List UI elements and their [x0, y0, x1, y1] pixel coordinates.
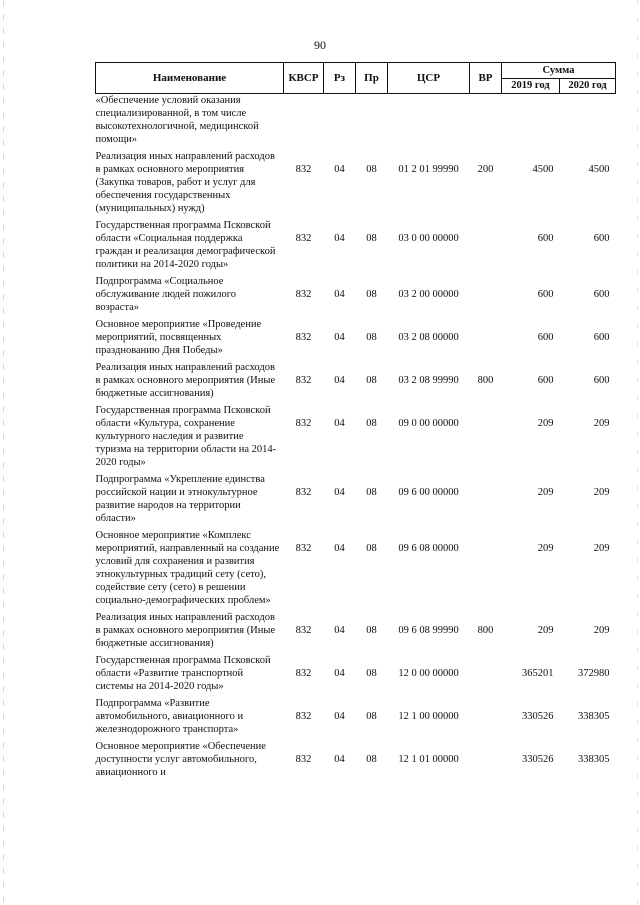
- cell-csr: 12 0 00 00000: [398, 668, 459, 679]
- cell-csr: 01 2 01 99990: [398, 164, 459, 175]
- cell-sum-2019: 209: [537, 625, 554, 636]
- cell-sum-2020: 372980: [578, 668, 610, 679]
- cell-rz: 04: [334, 332, 345, 343]
- cell-sum-2020: 209: [593, 418, 610, 429]
- table-row: [96, 697, 616, 740]
- cell-vr: [470, 697, 502, 740]
- cell-csr: 12 1 01 00000: [398, 754, 459, 765]
- cell-sum-2020: 600: [593, 375, 610, 386]
- cell-name: Реализация иных направлений расходов в рамках основного мероприятия (Закупка товаров, работ и услуг для обеспечения государственных (муниципальных) нужд): [95, 151, 275, 214]
- cell-pr: 08: [366, 289, 377, 300]
- cell-kvsr: [284, 94, 324, 151]
- cell-sum-2020: 209: [593, 543, 610, 554]
- cell-name: Государственная программа Псковской области «Развитие транспортной системы на 2014-2020 годы»: [95, 655, 271, 692]
- cell-kvsr: 832: [295, 289, 312, 300]
- cell-sum-2019: 209: [537, 543, 554, 554]
- cell-vr: [470, 529, 502, 611]
- cell-vr: 200: [477, 164, 494, 175]
- header-year-2020: 2020 год: [560, 78, 616, 94]
- cell-sum-2019: 4500: [532, 164, 554, 175]
- cell-vr: [470, 94, 502, 151]
- cell-vr: 800: [477, 625, 494, 636]
- cell-vr: [470, 654, 502, 697]
- cell-kvsr: 832: [295, 625, 312, 636]
- header-vr: ВР: [470, 63, 502, 94]
- table-body: [96, 94, 616, 784]
- budget-table: [95, 62, 616, 783]
- cell-vr: [470, 404, 502, 473]
- cell-kvsr: 832: [295, 332, 312, 343]
- cell-name: Государственная программа Псковской области «Социальная поддержка граждан и реализация демографической политики на 2014-2020 годы»: [95, 220, 276, 270]
- cell-csr: 09 6 08 00000: [398, 543, 459, 554]
- cell-rz: 04: [334, 625, 345, 636]
- cell-sum-2019: 365201: [522, 668, 554, 679]
- cell-kvsr: 832: [295, 543, 312, 554]
- cell-csr: 03 2 00 00000: [398, 289, 459, 300]
- cell-name: Подпрограмма «Социальное обслуживание людей пожилого возраста»: [95, 276, 237, 313]
- cell-name: Подпрограмма «Развитие автомобильного, авиационного и железнодорожного транспорта»: [95, 698, 244, 735]
- cell-kvsr: 832: [295, 487, 312, 498]
- cell-sum-2019: 209: [537, 418, 554, 429]
- cell-sum-2020: 600: [593, 289, 610, 300]
- cell-csr: 09 6 00 00000: [398, 487, 459, 498]
- table-row: [96, 611, 616, 654]
- cell-kvsr: 832: [295, 375, 312, 386]
- cell-sum-2019: 600: [537, 233, 554, 244]
- header-rz: Рз: [324, 63, 356, 94]
- cell-csr: 09 0 00 00000: [398, 418, 459, 429]
- cell-sum-2020: 338305: [578, 711, 610, 722]
- table-row: [96, 361, 616, 404]
- header-name: Наименование: [96, 63, 284, 94]
- cell-sum-2019: 600: [537, 289, 554, 300]
- cell-rz: 04: [334, 418, 345, 429]
- cell-sum-2020: 600: [593, 332, 610, 343]
- cell-pr: 08: [366, 754, 377, 765]
- table-row: [96, 473, 616, 529]
- cell-pr: 08: [366, 543, 377, 554]
- table-row: [96, 94, 616, 151]
- cell-rz: 04: [334, 233, 345, 244]
- scan-edge-right: [637, 0, 638, 905]
- cell-kvsr: 832: [295, 233, 312, 244]
- cell-pr: 08: [366, 711, 377, 722]
- cell-rz: 04: [334, 711, 345, 722]
- cell-sum-2019: 330526: [522, 754, 554, 765]
- cell-vr: [470, 473, 502, 529]
- cell-sum-2020: [560, 94, 616, 151]
- cell-kvsr: 832: [295, 668, 312, 679]
- cell-vr: [470, 740, 502, 783]
- table-row: [96, 529, 616, 611]
- cell-name: Реализация иных направлений расходов в рамках основного мероприятия (Иные бюджетные ассигнования): [95, 362, 276, 399]
- cell-name: Подпрограмма «Укрепление единства российской нации и этнокультурное развитие народов на территории области»: [95, 474, 265, 524]
- header-csr: ЦСР: [388, 63, 470, 94]
- cell-name: Реализация иных направлений расходов в рамках основного мероприятия (Иные бюджетные ассигнования): [95, 612, 276, 649]
- cell-pr: [356, 94, 388, 151]
- cell-csr: 03 2 08 99990: [398, 375, 459, 386]
- cell-sum-2020: 338305: [578, 754, 610, 765]
- cell-rz: 04: [334, 487, 345, 498]
- cell-rz: [324, 94, 356, 151]
- cell-sum-2019: [502, 94, 560, 151]
- table-row: [96, 654, 616, 697]
- cell-pr: 08: [366, 418, 377, 429]
- cell-pr: 08: [366, 375, 377, 386]
- cell-pr: 08: [366, 625, 377, 636]
- cell-sum-2019: 600: [537, 332, 554, 343]
- cell-sum-2019: 600: [537, 375, 554, 386]
- cell-rz: 04: [334, 164, 345, 175]
- cell-csr: [388, 94, 470, 151]
- cell-kvsr: 832: [295, 711, 312, 722]
- cell-vr: [470, 318, 502, 361]
- cell-pr: 08: [366, 332, 377, 343]
- cell-csr: 12 1 00 00000: [398, 711, 459, 722]
- page-number: 90: [314, 38, 326, 52]
- cell-rz: 04: [334, 668, 345, 679]
- cell-pr: 08: [366, 487, 377, 498]
- cell-name: Основное мероприятие «Обеспечение доступности услуг автомобильного, авиационного и: [95, 741, 266, 778]
- table-row: [96, 219, 616, 275]
- cell-pr: 08: [366, 233, 377, 244]
- cell-rz: 04: [334, 543, 345, 554]
- table-row: [96, 150, 616, 219]
- cell-vr: [470, 275, 502, 318]
- cell-pr: 08: [366, 164, 377, 175]
- cell-kvsr: 832: [295, 754, 312, 765]
- scan-edge-left: [3, 0, 4, 905]
- header-kvsr: КВСР: [284, 63, 324, 94]
- cell-name: Государственная программа Псковской области «Культура, сохранение культурного наследия и развитие туризма на территории области на 2014-2020 годы»: [95, 405, 277, 468]
- cell-name: Основное мероприятие «Комплекс мероприятий, направленный на создание условий для сохранения и развития этнокультурных традиций сету (сето), содействие сету (сето) в решении социально-демографических проблем»: [95, 530, 280, 606]
- cell-csr: 03 0 00 00000: [398, 233, 459, 244]
- table-row: [96, 318, 616, 361]
- cell-sum-2019: 330526: [522, 711, 554, 722]
- budget-table-container: [95, 62, 615, 783]
- header-sum: Сумма: [502, 63, 616, 79]
- cell-pr: 08: [366, 668, 377, 679]
- cell-kvsr: 832: [295, 164, 312, 175]
- table-row: [96, 275, 616, 318]
- header-pr: Пр: [356, 63, 388, 94]
- table-row: [96, 740, 616, 783]
- cell-sum-2020: 4500: [588, 164, 610, 175]
- cell-sum-2020: 209: [593, 487, 610, 498]
- cell-sum-2020: 209: [593, 625, 610, 636]
- cell-rz: 04: [334, 754, 345, 765]
- cell-vr: [470, 219, 502, 275]
- cell-sum-2019: 209: [537, 487, 554, 498]
- cell-rz: 04: [334, 289, 345, 300]
- cell-sum-2020: 600: [593, 233, 610, 244]
- table-row: [96, 404, 616, 473]
- cell-name: «Обеспечение условий оказания специализированной, в том числе высокотехнологичной, медицинской помощи»: [95, 95, 259, 145]
- cell-name: Основное мероприятие «Проведение мероприятий, посвященных празднованию Дня Победы»: [95, 319, 262, 356]
- cell-rz: 04: [334, 375, 345, 386]
- cell-kvsr: 832: [295, 418, 312, 429]
- cell-csr: 09 6 08 99990: [398, 625, 459, 636]
- cell-vr: 800: [477, 375, 494, 386]
- cell-csr: 03 2 08 00000: [398, 332, 459, 343]
- header-year-2019: 2019 год: [502, 78, 560, 94]
